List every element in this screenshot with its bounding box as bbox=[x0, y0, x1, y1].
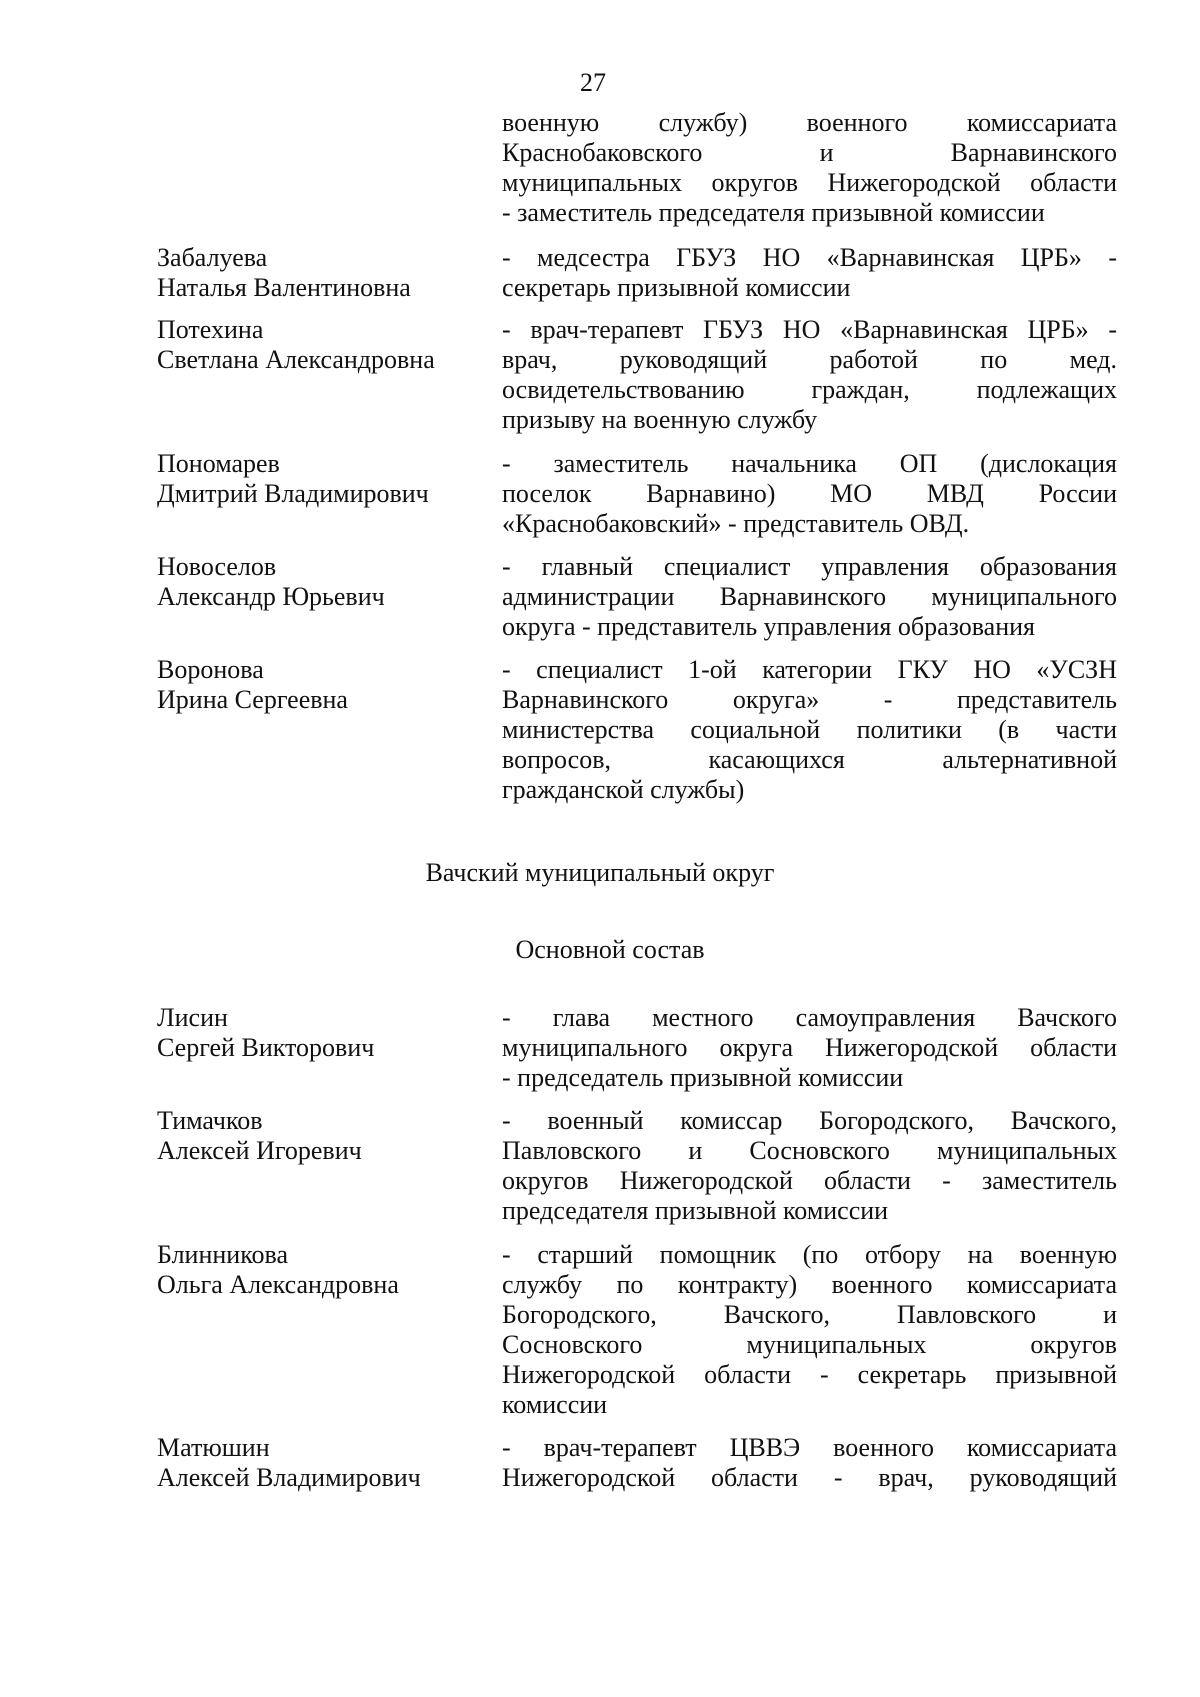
member-role bbox=[502, 552, 1117, 642]
subsection-title: Основной состав bbox=[515, 935, 705, 964]
description-line: Варнавинского округа» - представитель bbox=[502, 685, 1117, 714]
description-line: муниципального округа Нижегородской области bbox=[502, 1033, 1117, 1062]
description-line: Богородского, Вачского, Павловского и bbox=[502, 1300, 1117, 1329]
member-entry bbox=[157, 1106, 1117, 1226]
member-role bbox=[502, 655, 1117, 805]
member-name bbox=[157, 1433, 502, 1493]
description-line: муниципальных округов Нижегородской области bbox=[502, 168, 1117, 197]
member-name bbox=[157, 449, 502, 509]
member-surname: Пономарев bbox=[157, 449, 280, 478]
member-given-names: Алексей Владимирович bbox=[157, 1463, 421, 1492]
member-name bbox=[157, 1003, 502, 1063]
description-line: освидетельствованию граждан, подлежащих bbox=[502, 375, 1117, 404]
description-line: Нижегородской области - секретарь призывной bbox=[502, 1360, 1117, 1389]
member-entry bbox=[157, 655, 1117, 805]
description-line: Павловского и Сосновского муниципальных bbox=[502, 1136, 1117, 1165]
member-given-names: Наталья Валентиновна bbox=[157, 273, 411, 302]
description-line: Сосновского муниципальных округов bbox=[502, 1330, 1117, 1359]
section-title: Вачский муниципальный округ bbox=[425, 858, 775, 887]
description-line: службу по контракту) военного комиссариата bbox=[502, 1270, 1117, 1299]
member-entry bbox=[157, 1240, 1117, 1420]
description-line: - старший помощник (по отбору на военную bbox=[502, 1240, 1117, 1269]
member-name bbox=[157, 243, 502, 303]
member-role bbox=[502, 1240, 1117, 1420]
description-line: округов Нижегородской области - заместитель bbox=[502, 1166, 1117, 1195]
description-line: Краснобаковского и Варнавинского bbox=[502, 138, 1117, 167]
description-line: - медсестра ГБУЗ НО «Варнавинская ЦРБ» - bbox=[502, 243, 1117, 272]
member-surname: Блинникова bbox=[157, 1240, 289, 1269]
member-given-names: Ирина Сергеевна bbox=[157, 685, 348, 714]
member-given-names: Александр Юрьевич bbox=[157, 582, 385, 611]
member-role bbox=[502, 1433, 1117, 1493]
member-given-names: Ольга Александровна bbox=[157, 1270, 399, 1299]
description-line: - врач-терапевт ГБУЗ НО «Варнавинская ЦРБ» - bbox=[502, 315, 1117, 344]
member-given-names: Светлана Александровна bbox=[157, 345, 435, 374]
description-line: «Краснобаковский» - представитель ОВД. bbox=[502, 509, 970, 538]
member-role bbox=[502, 315, 1117, 435]
description-line: председателя призывной комиссии bbox=[502, 1196, 889, 1225]
member-name bbox=[157, 655, 502, 715]
description-line: гражданской службы) bbox=[502, 775, 745, 804]
description-line: военную службу) военного комиссариата bbox=[502, 108, 1117, 137]
description-line: - председатель призывной комиссии bbox=[502, 1063, 904, 1092]
description-line: поселок Варнавино) МО МВД России bbox=[502, 479, 1117, 508]
description-line: - главный специалист управления образования bbox=[502, 552, 1117, 581]
member-role bbox=[502, 1003, 1117, 1093]
description-line: призыву на военную службу bbox=[502, 405, 818, 434]
description-line: округа - представитель управления образования bbox=[502, 612, 1036, 641]
member-surname: Воронова bbox=[157, 655, 264, 684]
member-given-names: Алексей Игоревич bbox=[157, 1136, 362, 1165]
description-line: администрации Варнавинского муниципального bbox=[502, 582, 1117, 611]
continuation-description bbox=[502, 108, 1117, 228]
member-entry bbox=[157, 449, 1117, 539]
member-entry bbox=[157, 1433, 1117, 1493]
description-line: секретарь призывной комиссии bbox=[502, 273, 851, 302]
continuation-block bbox=[157, 108, 1117, 228]
description-line: - глава местного самоуправления Вачского bbox=[502, 1003, 1117, 1032]
member-role bbox=[502, 1106, 1117, 1226]
member-surname: Лисин bbox=[157, 1003, 228, 1032]
member-name bbox=[157, 315, 502, 375]
description-line: - заместитель начальника ОП (дислокация bbox=[502, 449, 1117, 478]
member-name bbox=[157, 552, 502, 612]
member-surname: Потехина bbox=[157, 315, 264, 344]
description-line: - военный комиссар Богородского, Вачского, bbox=[502, 1106, 1117, 1135]
member-given-names: Дмитрий Владимирович bbox=[157, 479, 429, 508]
member-given-names: Сергей Викторович bbox=[157, 1033, 375, 1062]
description-line: комиссии bbox=[502, 1390, 608, 1419]
description-line: - специалист 1-ой категории ГКУ НО «УСЗН bbox=[502, 655, 1117, 684]
description-line: - заместитель председателя призывной комиссии bbox=[502, 198, 1045, 227]
member-entry bbox=[157, 315, 1117, 435]
member-surname: Новоселов bbox=[157, 552, 277, 581]
description-line: вопросов, касающихся альтернативной bbox=[502, 745, 1117, 774]
member-name bbox=[157, 1240, 502, 1300]
member-entry bbox=[157, 1003, 1117, 1093]
description-line: Нижегородской области - врач, руководящий bbox=[502, 1463, 1117, 1492]
member-entry bbox=[157, 552, 1117, 642]
description-line: министерства социальной политики (в части bbox=[502, 715, 1117, 744]
description-line: врач, руководящий работой по мед. bbox=[502, 345, 1117, 374]
member-name bbox=[157, 1106, 502, 1166]
member-role bbox=[502, 449, 1117, 539]
description-line: - врач-терапевт ЦВВЭ военного комиссариата bbox=[502, 1433, 1117, 1462]
page-number: 27 bbox=[580, 68, 606, 97]
member-surname: Забалуева bbox=[157, 243, 268, 272]
member-surname: Тимачков bbox=[157, 1106, 263, 1135]
member-role bbox=[502, 243, 1117, 303]
member-surname: Матюшин bbox=[157, 1433, 270, 1462]
member-entry bbox=[157, 243, 1117, 303]
